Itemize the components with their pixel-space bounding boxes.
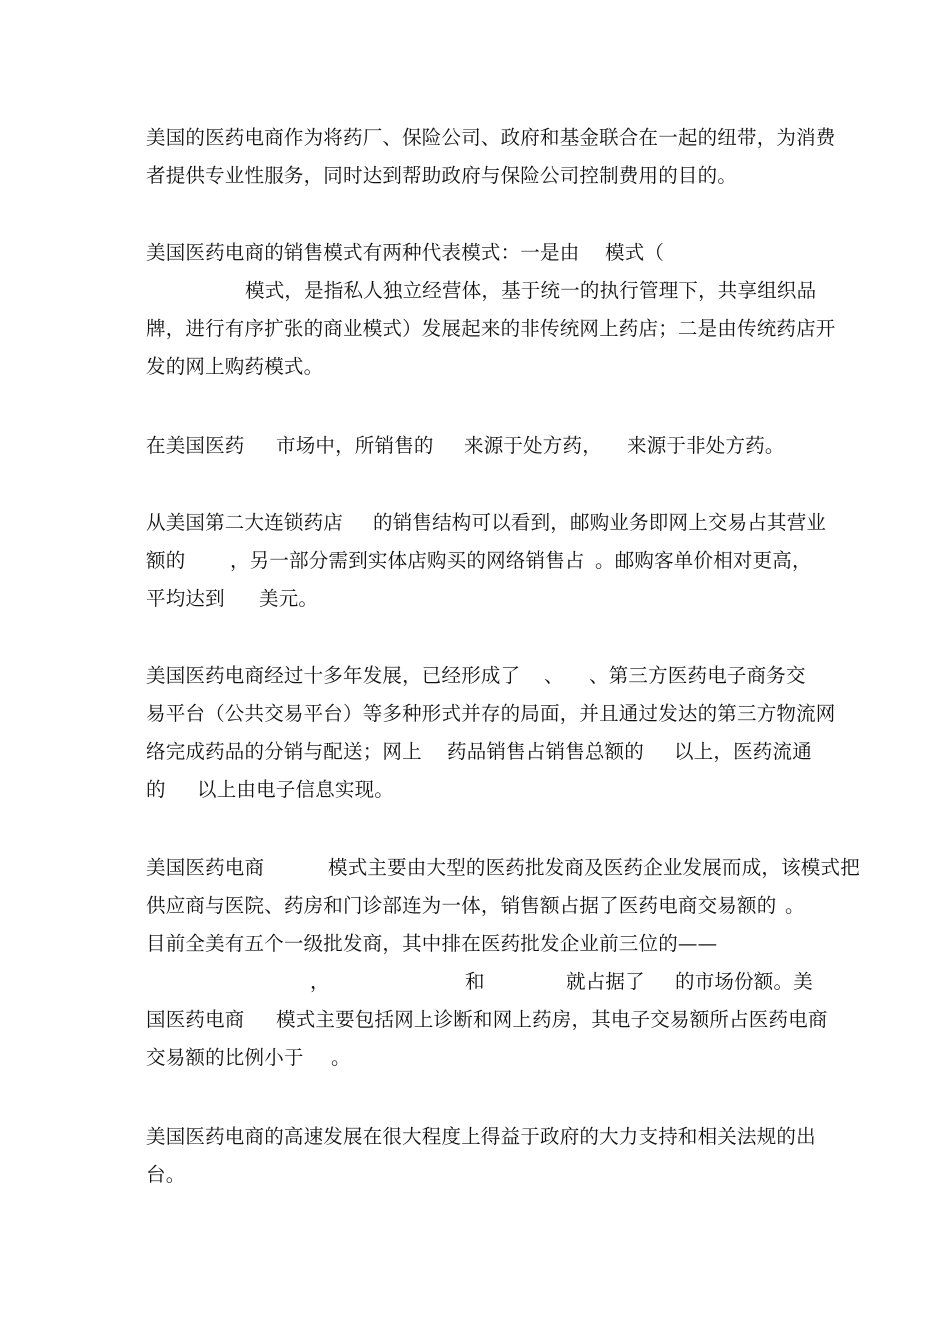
text-segment: 药品销售占销售总额的 bbox=[447, 740, 645, 763]
text-segment: 市场中，所销售的 bbox=[276, 434, 434, 457]
paragraph-6-line-1 bbox=[146, 849, 860, 887]
paragraph-4-line-3 bbox=[146, 580, 814, 618]
paragraph-4 bbox=[146, 504, 827, 618]
text-segment: 平均达到 bbox=[146, 587, 225, 610]
text-segment: 交易额的比例小于 bbox=[146, 1046, 304, 1069]
paragraph-3-line-1 bbox=[146, 427, 814, 465]
text-segment: 和 bbox=[465, 970, 485, 993]
text-segment: 就占据了 bbox=[566, 970, 645, 993]
text-segment: 美元。 bbox=[259, 587, 319, 610]
text-segment: 、第三方医药电子商务交 bbox=[589, 664, 806, 687]
text-segment: 模式主要由大型的医药批发商及医药企业发展而成，该模式把 bbox=[328, 856, 860, 879]
text-segment: 的市场份额。美 bbox=[675, 970, 813, 993]
paragraph-5 bbox=[146, 657, 836, 809]
text-segment: 模式（ bbox=[605, 241, 665, 264]
text-segment: 络完成药品的分销与配送；网上 bbox=[146, 740, 422, 763]
text-segment: 从美国第二大连锁药店 bbox=[146, 511, 344, 534]
paragraph-5-line-2: 易平台（公共交易平台）等多种形式并存的局面，并且通过发达的第三方物流网 bbox=[146, 702, 836, 725]
text-segment: 以上，医药流通 bbox=[674, 740, 812, 763]
text-segment: 。 bbox=[785, 894, 805, 917]
paragraph-2-line-3: 牌，进行有序扩张的商业模式）发展起来的非传统网上药店；二是由传统药店开 bbox=[146, 317, 836, 340]
paragraph-5-line-3 bbox=[146, 733, 814, 771]
text-segment: 国医药电商 bbox=[146, 1008, 245, 1031]
paragraph-1-line-1: 美国的医药电商作为将药厂、保险公司、政府和基金联合在一起的纽带，为消费 bbox=[146, 126, 836, 149]
text-segment: 以上由电子信息实现。 bbox=[197, 778, 395, 801]
text-segment: 的 bbox=[146, 778, 166, 801]
paragraph-1 bbox=[146, 119, 836, 195]
paragraph-4-line-2 bbox=[146, 542, 814, 580]
text-segment: 在美国医药 bbox=[146, 434, 245, 457]
text-segment: 供应商与医院、药房和门诊部连为一体，销售额占据了医药电商交易额的 bbox=[146, 894, 777, 917]
text-segment: 模式主要包括网上诊断和网上药房，其电子交易额所占医药电商 bbox=[276, 1008, 828, 1031]
paragraph-2-line-2 bbox=[146, 272, 817, 310]
paragraph-1-line-2: 者提供专业性服务，同时达到帮助政府与保险公司控制费用的目的。 bbox=[146, 164, 738, 187]
paragraph-7 bbox=[146, 1118, 814, 1194]
paragraph-6-line-6 bbox=[146, 1039, 814, 1077]
paragraph-2-line-1 bbox=[146, 234, 814, 272]
text-segment: 的销售结构可以看到，邮购业务即网上交易占其营业 bbox=[373, 511, 827, 534]
paragraph-5-line-4 bbox=[146, 771, 814, 809]
text-segment: 来源于处方药， bbox=[464, 434, 602, 457]
paragraph-6-line-3: 目前全美有五个一级批发商，其中排在医药批发企业前三位的—— bbox=[146, 932, 718, 955]
text-segment: 美国医药电商经过十多年发展，已经形成了 bbox=[146, 664, 521, 687]
paragraph-6-line-2 bbox=[146, 887, 814, 925]
paragraph-6-line-5 bbox=[146, 1001, 828, 1039]
text-segment: 。 bbox=[331, 1046, 351, 1069]
text-segment: 额的 bbox=[146, 549, 186, 572]
text-segment: 美国医药电商的销售模式有两种代表模式：一是由 bbox=[146, 241, 580, 264]
text-segment: ，另一部分需到实体店购买的网络销售占 bbox=[230, 549, 585, 572]
paragraph-6 bbox=[146, 849, 860, 1077]
paragraph-7-line-2: 台。 bbox=[146, 1163, 186, 1186]
text-segment: 模式，是指私人独立经营体，基于统一的执行管理下，共享组织品 bbox=[245, 279, 817, 302]
text-segment: 。邮购客单价相对更高， bbox=[595, 549, 812, 572]
text-segment: 来源于非处方药。 bbox=[627, 434, 785, 457]
paragraph-5-line-1 bbox=[146, 657, 814, 695]
paragraph-3 bbox=[146, 427, 814, 465]
text-segment: 美国医药电商 bbox=[146, 856, 265, 879]
paragraph-6-line-4 bbox=[146, 963, 814, 1001]
paragraph-2-line-4: 发的网上购药模式。 bbox=[146, 355, 324, 378]
paragraph-7-line-1: 美国医药电商的高速发展在很大程度上得益于政府的大力支持和相关法规的出 bbox=[146, 1125, 816, 1148]
text-segment: ， bbox=[310, 970, 330, 993]
paragraph-2 bbox=[146, 234, 836, 386]
text-segment: 、 bbox=[544, 664, 564, 687]
paragraph-4-line-1 bbox=[146, 504, 827, 542]
